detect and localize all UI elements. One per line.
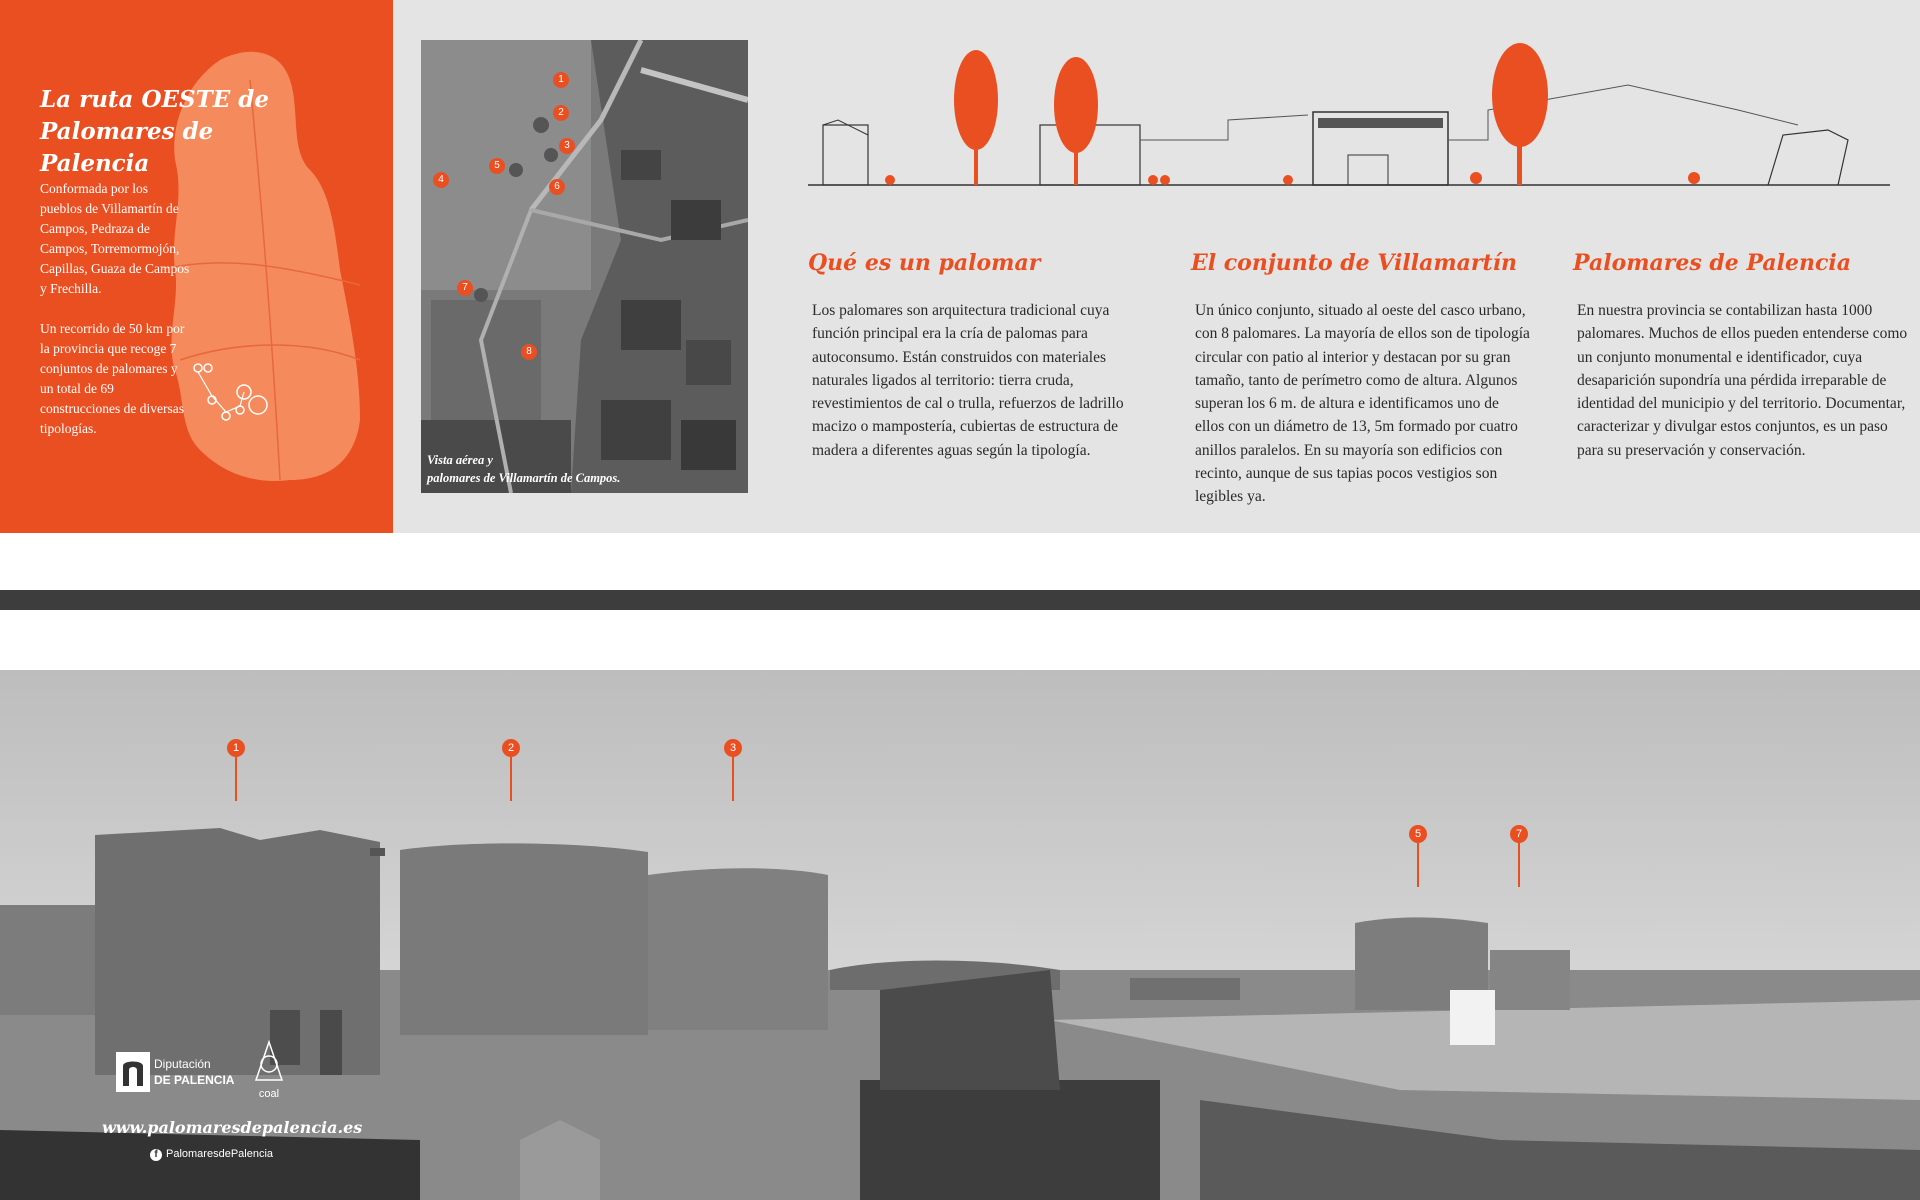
section-villamartin (1191, 247, 1531, 509)
aerial-image (421, 40, 748, 493)
website-link[interactable]: www.palomaresdepalencia.es (102, 1118, 363, 1137)
info-panel (0, 0, 1920, 533)
diputacion-logo-icon (116, 1052, 150, 1092)
aerial-marker-4: 4 (433, 172, 449, 188)
page-divider (0, 590, 1920, 610)
aerial-caption-line2: palomares de Villamartín de Campos. (427, 471, 621, 485)
section-villamartin-text: Un único conjunto, situado al oeste del casco urbano, con 8 palomares. La mayoría de ellos son de tipología circular con patio al interior y destacan por su gran tamaño, tanto de perímetro como de altura. Algunos superan los 6 m. de altura e identificamos uno de ellos con un diámetro de 13, 5m formado por cuatro anillos paralelos. En su mayoría son edificios con recinto, aunque de sus tapias pocos vestigios son legibles ya. (1195, 302, 1530, 506)
photo-marker-1: 1 (227, 739, 245, 757)
aerial-marker-7: 7 (457, 280, 473, 296)
section-palomar-text: Los palomares son arquitectura tradicional cuya función principal era la cría de palomas para autoconsumo. Están construidos con materiales naturales ligados al territorio: tierra cruda, revestimientos de cal o trulla, refuerzos de ladrillo macizo o mampostería, cubiertas de estructura de madera a diferentes aguas según la tipología. (812, 302, 1124, 459)
facebook-link[interactable] (150, 1148, 273, 1161)
coal-logo-icon (252, 1038, 286, 1084)
route-title (40, 84, 290, 180)
diputacion-logo-text (154, 1056, 234, 1088)
aerial-marker-1: 1 (553, 72, 569, 88)
facebook-label: PalomaresdePalencia (166, 1148, 274, 1160)
photo-marker-line-1 (235, 757, 237, 801)
photo-marker-line-2 (510, 757, 512, 801)
section-palencia (1573, 247, 1913, 462)
section-palencia-text: En nuestra provincia se contabilizan hasta 1000 palomares. Muchos de ellos pueden entenderse como un conjunto monumental e identificador, cuya desaparición supondría una pérdida irreparable de identidad del municipio y del territorio. Documentar, caracterizar y divulgar estos conjuntos, es un paso para su preservación y conservación. (1577, 302, 1908, 459)
aerial-marker-3: 3 (559, 138, 575, 154)
section-palencia-title: Palomares de Palencia (1573, 250, 1852, 276)
aerial-caption-line1: Vista aérea y (427, 453, 493, 467)
section-palomar-title: Qué es un palomar (808, 250, 1041, 276)
aerial-photo (421, 40, 748, 493)
elevation-drawing (808, 40, 1890, 200)
aerial-marker-2: 2 (553, 105, 569, 121)
facebook-icon: f (150, 1149, 162, 1161)
aerial-marker-5: 5 (489, 158, 505, 174)
aerial-marker-6: 6 (549, 179, 565, 195)
photo-marker-2: 2 (502, 739, 520, 757)
photo-marker-line-3 (732, 757, 734, 801)
diputacion-line2: DE PALENCIA (154, 1073, 235, 1087)
route-title-line1: La ruta OESTE de (40, 86, 270, 113)
aerial-caption (427, 451, 620, 487)
route-description: Un recorrido de 50 km por la provincia que recoge 7 conjuntos de palomares y un total de 69 construcciones de diversas tipologías. (40, 321, 185, 436)
route-title-line2: Palomares de Palencia (40, 118, 214, 177)
coal-label: coal (258, 1088, 280, 1100)
section-palomar (808, 247, 1148, 462)
photo-marker-line-7 (1518, 843, 1520, 887)
coal-logo (252, 1038, 286, 1102)
photo-marker-7: 7 (1510, 825, 1528, 843)
diputacion-line1: Diputación (154, 1057, 211, 1071)
photo-marker-line-5 (1417, 843, 1419, 887)
photo-marker-3: 3 (724, 739, 742, 757)
route-intro: Conformada por los pueblos de Villamartín de Campos, Pedraza de Campos, Torremormojón, Capillas, Guaza de Campos y Frechilla. (40, 181, 190, 296)
route-panel (0, 0, 393, 533)
aerial-marker-8: 8 (521, 344, 537, 360)
photo-marker-5: 5 (1409, 825, 1427, 843)
section-villamartin-title: El conjunto de Villamartín (1191, 250, 1517, 276)
